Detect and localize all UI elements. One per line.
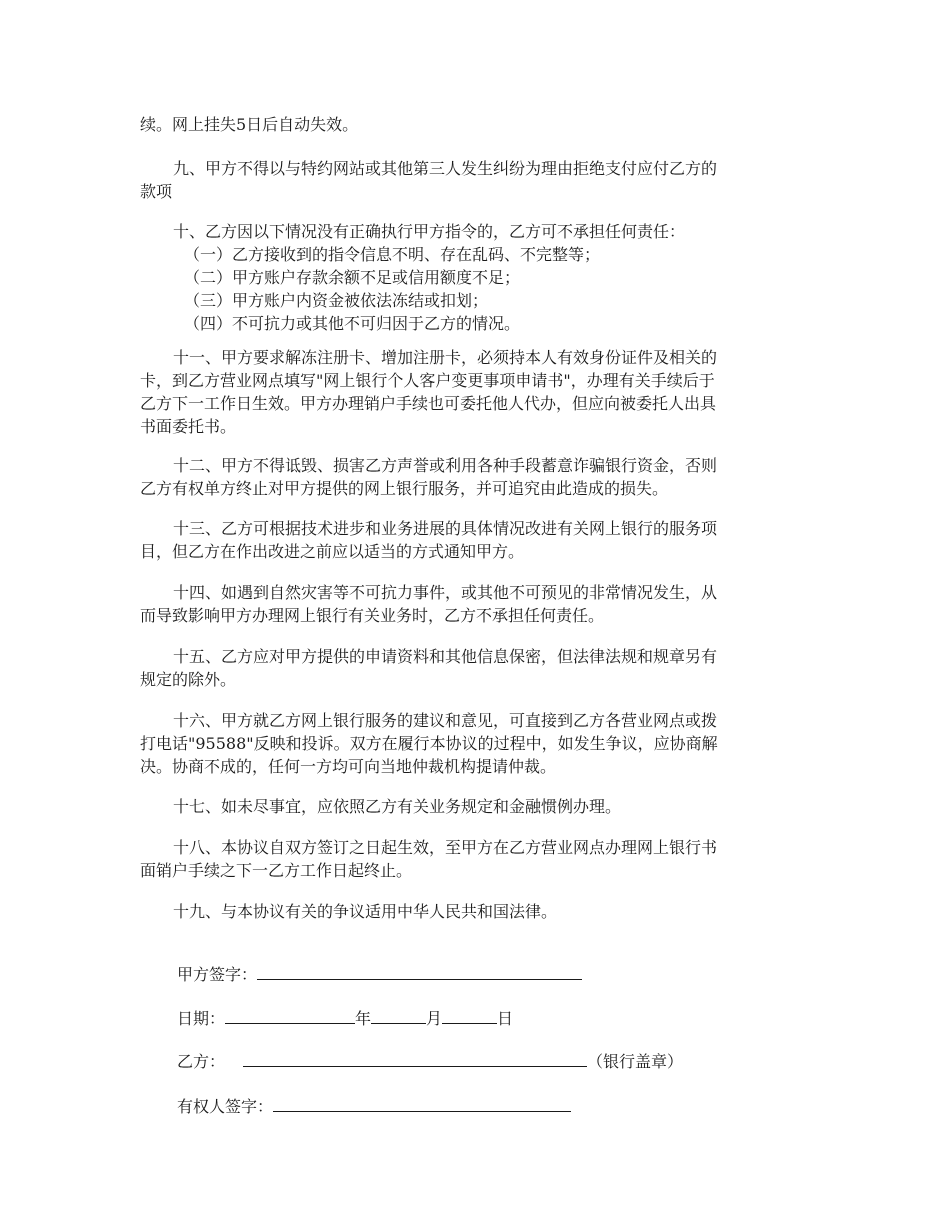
text-line: 十四、如遇到自然灾害等不可抗力事件，或其他不可预见的非常情况发生，从 [173,583,718,602]
day-label: 日 [497,1009,514,1028]
clause-19 [140,900,820,923]
text-line: 十二、甲方不得诋毁、损害乙方声誉或利用各种手段蓄意诈骗银行资金，否则 [173,456,718,475]
list-item: （三）甲方账户内资金被依法冻结或扣划； [184,291,489,310]
year-blank[interactable] [225,1006,355,1024]
text-line: 十一、甲方要求解冻注册卡、增加注册卡，必须持本人有效身份证件及相关的 [173,348,718,367]
text-line: 款项 [140,182,173,201]
text-line: 乙方有权单方终止对甲方提供的网上银行服务，并可追究由此造成的损失。 [140,479,669,498]
text-line: 规定的除外。 [140,670,237,689]
clause-12 [140,454,820,500]
text-line: 十九、与本协议有关的争议适用中华人民共和国法律。 [173,902,558,921]
text-line: 乙方下一工作日生效。甲方办理销户手续也可委托他人代办，但应向被委托人出具 [140,394,717,413]
party-a-signature-row [177,962,582,986]
text-line: 面销户手续之下一乙方工作日起终止。 [140,861,413,880]
party-a-signature-line[interactable] [257,962,582,980]
list-item: （一）乙方接收到的指令信息不明、存在乱码、不完整等； [184,245,601,264]
text-line: 而导致影响甲方办理网上银行有关业务时，乙方不承担任何责任。 [140,606,605,625]
text-line: 续。网上挂失5日后自动失效。 [140,115,359,134]
party-a-label: 甲方签字： [177,965,258,984]
clause-17 [140,795,820,818]
text-line: 决。协商不成的，任何一方均可向当地仲裁机构提请仲裁。 [140,757,557,776]
text-line: 十八、本协议自双方签订之日起生效，至甲方在乙方营业网点办理网上银行书 [173,838,718,857]
text-line: 书面委托书。 [140,417,237,436]
text-line: 打电话"95588"反映和投诉。双方在履行本协议的过程中，如发生争议，应协商解 [140,734,718,753]
party-b-label: 乙方： [177,1052,226,1071]
clause-16 [140,709,820,778]
text-line: 十、乙方因以下情况没有正确执行甲方指令的，乙方可不承担任何责任： [173,222,686,241]
clause-10 [140,220,820,335]
continuation-paragraph [140,113,820,136]
list-item: （二）甲方账户存款余额不足或信用额度不足； [184,268,521,287]
day-blank[interactable] [442,1006,497,1024]
month-blank[interactable] [371,1006,426,1024]
year-label: 年 [355,1009,372,1028]
list-item: （四）不可抗力或其他不可归因于乙方的情况。 [184,314,521,333]
text-line: 十三、乙方可根据技术进步和业务进展的具体情况改进有关网上银行的服务项 [173,519,718,538]
clause-15 [140,645,820,691]
text-line: 十五、乙方应对甲方提供的申请资料和其他信息保密，但法律法规和规章另有 [173,647,718,666]
clause-13 [140,517,820,563]
text-line: 卡，到乙方营业网点填写"网上银行个人客户变更事项申请书"，办理有关手续后于 [140,371,715,390]
text-line: 九、甲方不得以与特约网站或其他第三人发生纠纷为理由拒绝支付应付乙方的 [173,159,718,178]
text-line: 目，但乙方在作出改进之前应以适当的方式通知甲方。 [140,542,525,561]
clause-14 [140,581,820,627]
clause-11 [140,346,820,438]
party-b-signature-line[interactable] [243,1049,587,1067]
bank-seal-label: （银行盖章） [587,1052,684,1071]
authorized-label: 有权人签字： [177,1097,274,1116]
text-line: 十七、如未尽事宜，应依照乙方有关业务规定和金融惯例办理。 [173,797,622,816]
clause-9 [140,157,820,203]
date-row [177,1006,513,1030]
authorized-signatory-row [177,1094,571,1118]
clause-18 [140,836,820,882]
date-label: 日期： [177,1009,226,1028]
month-label: 月 [426,1009,443,1028]
text-line: 十六、甲方就乙方网上银行服务的建议和意见，可直接到乙方各营业网点或拨 [173,711,718,730]
party-b-row [177,1049,683,1073]
authorized-signature-line[interactable] [273,1094,571,1112]
